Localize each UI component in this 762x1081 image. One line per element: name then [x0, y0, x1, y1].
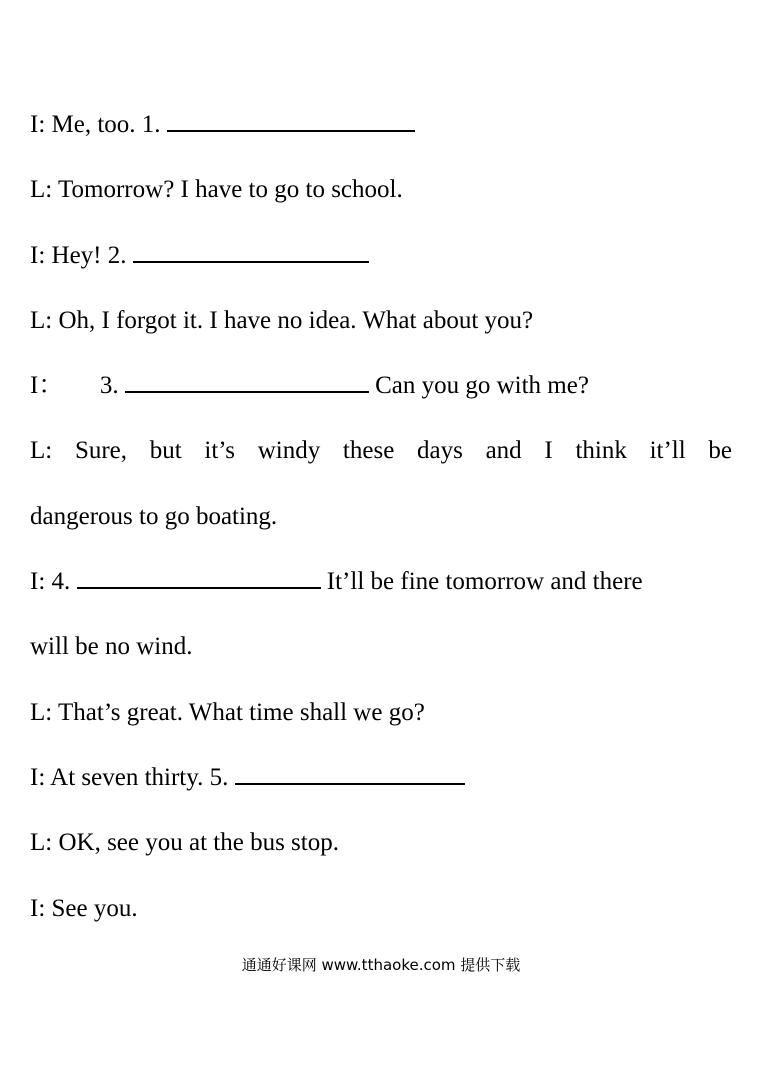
- dialogue-line-9: [30, 632, 732, 662]
- answer-blank-1: [167, 110, 415, 132]
- line-9-text: will be no wind.: [30, 633, 193, 660]
- dialogue-line-13: [30, 894, 732, 924]
- answer-blank-3: [125, 371, 369, 393]
- dialogue-line-2: [30, 175, 732, 205]
- dialogue-line-4: [30, 306, 732, 336]
- dialogue-line-12: [30, 828, 732, 858]
- answer-blank-2: [133, 241, 369, 263]
- line-5-suffix: Can you go with me?: [375, 372, 589, 399]
- line-4-text: L: Oh, I forgot it. I have no idea. What about you?: [30, 307, 534, 334]
- dialogue-line-5: [30, 371, 732, 401]
- line-12-text: L: OK, see you at the bus stop.: [30, 829, 339, 856]
- answer-blank-4: [77, 567, 321, 589]
- line-8-suffix: It’ll be fine tomorrow and there: [326, 568, 643, 595]
- page-footer: [0, 953, 762, 977]
- footer-text: 通通好课网 www.tthaoke.com 提供下载: [241, 956, 521, 974]
- dialogue-line-10: [30, 698, 732, 728]
- line-5-number: 3.: [99, 372, 119, 399]
- line-11-text: I: At seven thirty. 5.: [30, 764, 229, 791]
- document-page: [30, 0, 732, 1081]
- dialogue-line-11: [30, 763, 732, 793]
- line-1-text: I: Me, too. 1.: [30, 111, 161, 138]
- dialogue-line-7: [30, 502, 732, 532]
- line-2-text: L: Tomorrow? I have to go to school.: [30, 176, 403, 203]
- line-7-text: dangerous to go boating.: [30, 503, 278, 530]
- line-3-text: I: Hey! 2.: [30, 242, 127, 269]
- line-5-prefix: I：: [30, 372, 64, 399]
- line-6-text: L: Sure, but it’s windy these days and I think it’ll be: [30, 437, 732, 464]
- answer-blank-5: [235, 763, 465, 785]
- dialogue-line-8: [30, 567, 732, 597]
- line-13-text: I: See you.: [30, 895, 138, 922]
- dialogue-line-6: [30, 436, 732, 466]
- line-8-prefix: I: 4.: [30, 568, 71, 595]
- dialogue-line-3: [30, 241, 732, 271]
- dialogue-line-1: [30, 110, 732, 140]
- line-10-text: L: That’s great. What time shall we go?: [30, 699, 425, 726]
